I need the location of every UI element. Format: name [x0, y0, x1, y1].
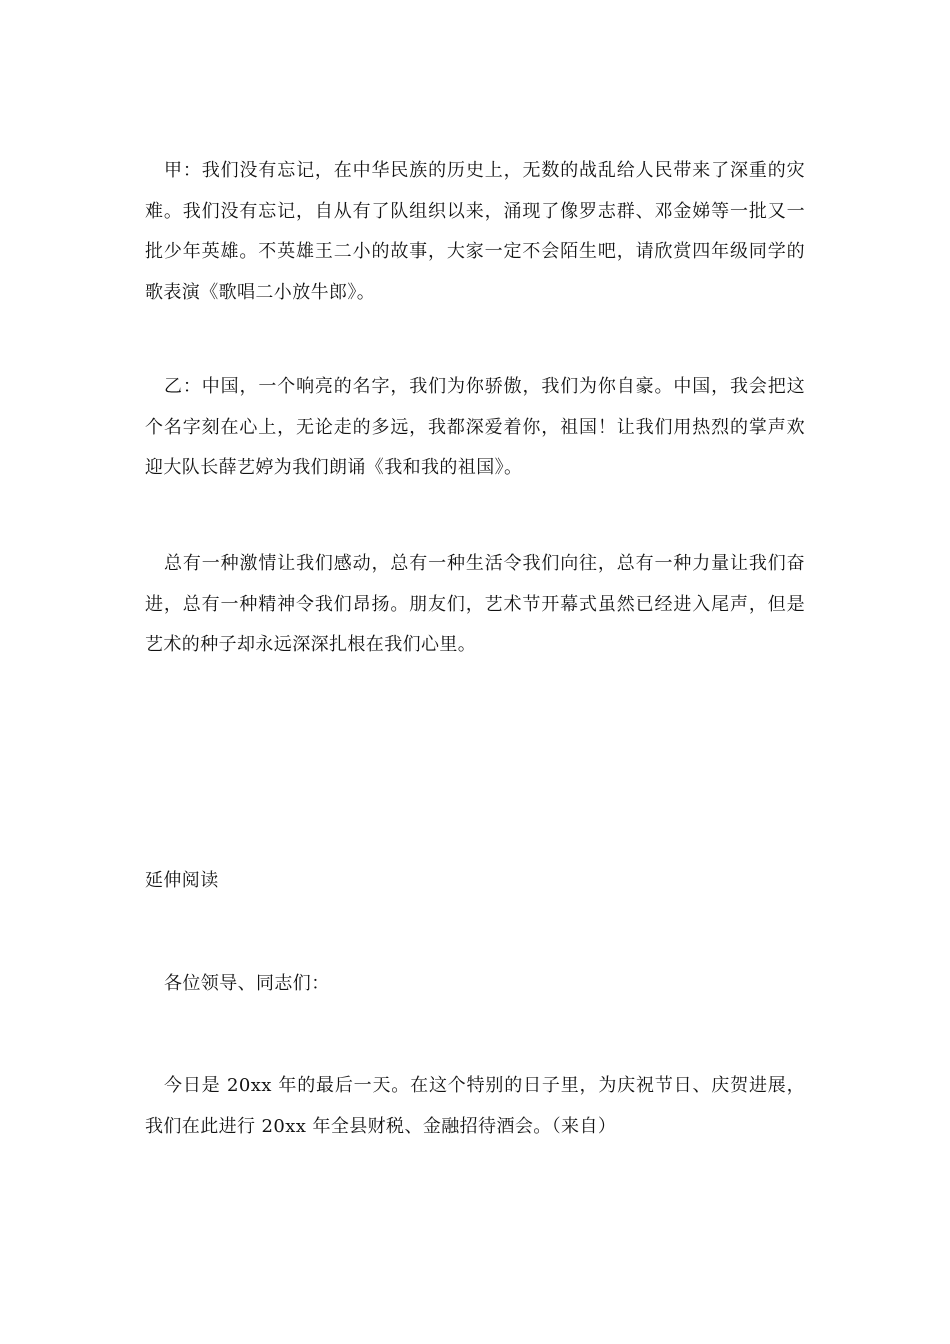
paragraph-reception-intro: 今日是 20xx 年的最后一天。在这个特别的日子里，为庆祝节日、庆贺进展，我们在此进行 20xx 年全县财税、金融招待酒会。（来自）: [145, 1075, 805, 1137]
paragraph-closing: 总有一种激情让我们感动，总有一种生活令我们向往，总有一种力量让我们奋进，总有一种精神令我们昂扬。朋友们，艺术节开幕式虽然已经进入尾声，但是艺术的种子却永远深深扎根在我们心里。: [145, 553, 805, 655]
paragraph-yi-speech: 乙：中国，一个响亮的名字，我们为你骄傲，我们为你自豪。中国，我会把这个名字刻在心上，无论走的多远，我都深爱着你，祖国！让我们用热烈的掌声欢迎大队长薛艺婷为我们朗诵《我和我的祖国》。: [145, 376, 805, 478]
paragraph-jia-speech: 甲：我们没有忘记，在中华民族的历史上，无数的战乱给人民带来了深重的灾难。我们没有忘记，自从有了队组织以来，涌现了像罗志群、邓金娣等一批又一批少年英雄。不英雄王二小的故事，大家一定不会陌生吧，请欣赏四年级同学的歌表演《歌唱二小放牛郎》。: [145, 160, 805, 303]
paragraph-salutation: 各位领导、同志们：: [164, 973, 330, 994]
section-heading-extended-reading: 延伸阅读: [145, 870, 219, 891]
